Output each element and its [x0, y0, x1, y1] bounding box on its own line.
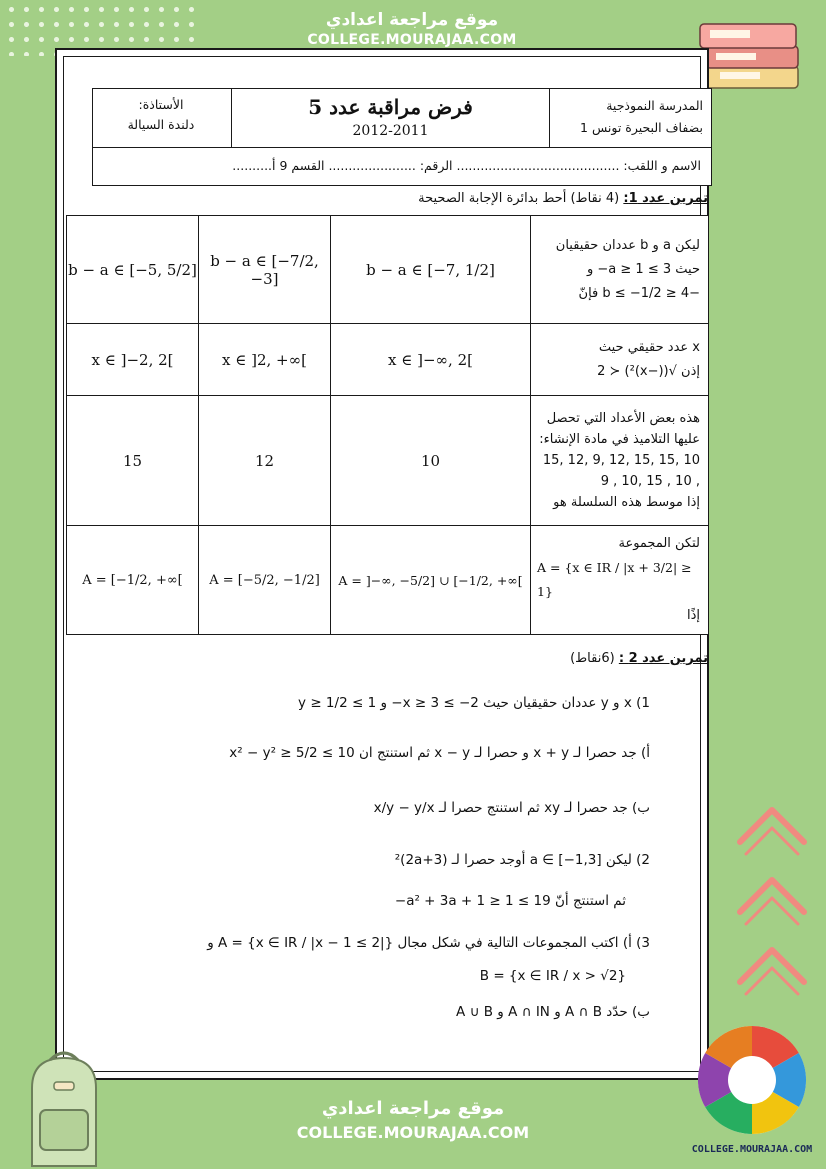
site-name-ar: موقع مراجعة اعدادي [325, 10, 499, 30]
question-line: لتكن المجموعة [618, 536, 700, 551]
exercise2-title: تمرين عدد 2 : [618, 651, 708, 666]
exam-header [92, 88, 712, 186]
exam-title: فرض مراقبة عدد 5 [308, 95, 473, 119]
exercise2-item: 1) x و y عددان حقيقيان حيث 2− ≥ x ≥ 3− و 1 ≥ y ≥ 1/2 [298, 695, 650, 711]
books-stack-icon [696, 8, 806, 94]
answer-option[interactable]: x ∈ ]−∞, 2[ [331, 324, 531, 396]
student-info-line: الاسم و اللقب: ......................................... الرقم: ...................... القسم 9 أ.......... [93, 147, 711, 187]
school-year: 2012-2011 [352, 123, 429, 139]
teacher-cell [91, 89, 231, 147]
exercise2-points: (6نقاط) [570, 651, 615, 666]
question-cell [531, 396, 709, 526]
table-row [67, 526, 709, 635]
site-logo[interactable] [688, 1022, 816, 1156]
logo-wheel-icon [688, 1022, 816, 1138]
site-banner-bottom[interactable] [268, 1082, 558, 1156]
exercise1-heading [418, 191, 708, 206]
answer-option[interactable]: A = ]−∞, −5/2] ∪ [−1/2, +∞[ [331, 526, 531, 635]
chevron-up-icon [730, 862, 814, 932]
site-url-bottom[interactable]: COLLEGE.MOURAJAA.COM [296, 1123, 530, 1142]
school-name: المدرسة النموذجية [606, 98, 703, 113]
question-cell [531, 526, 709, 635]
mcq-table [66, 215, 709, 635]
answer-option[interactable]: 10 [331, 396, 531, 526]
question-line: ليكن a و b عددان حقيقيان [555, 237, 700, 253]
school-cell [549, 89, 711, 147]
question-line: إذا موسط هذه السلسلة هو [553, 495, 700, 510]
exercise2-heading [570, 651, 708, 666]
question-line: 15, 12, 9, 12, 15, 15, 10 [542, 453, 700, 468]
chevron-up-icon [730, 932, 814, 1002]
table-row [67, 324, 709, 396]
question-line: إذن √((−x)²) ≺ 2 [597, 363, 700, 379]
teacher-label: الأستاذة: [138, 97, 184, 112]
exercise2-item: ثم استنتج أنّ 19 ≥ a² + 3a + 1 ≥ 1− [394, 893, 626, 909]
site-name-ar-bottom: موقع مراجعة اعدادي [321, 1098, 505, 1119]
exercise2-item: ب) حدّد A ∩ B و A ∩ IN و A ∪ B [456, 1004, 650, 1020]
question-line: إذًا [686, 608, 700, 623]
exercise1-instruction: أحط بدائرة الإجابة الصحيحة [418, 191, 567, 206]
question-line: x عدد حقيقي حيث [598, 339, 700, 355]
answer-option[interactable]: A = [−1/2, +∞[ [67, 526, 199, 635]
backpack-icon [10, 1048, 118, 1169]
teacher-name: دلندة السيالة [127, 117, 195, 132]
question-cell [531, 324, 709, 396]
answer-option[interactable]: A = [−5/2, −1/2] [199, 526, 331, 635]
answer-option[interactable]: b − a ∈ [−7/2, −3] [199, 216, 331, 324]
answer-option[interactable]: b − a ∈ [−7, 1/2] [331, 216, 531, 324]
logo-caption: COLLEGE.MOURAJAA.COM [691, 1144, 813, 1155]
exercise1-points: (4 نقاط) [570, 191, 620, 206]
question-line: عليها التلاميذ في مادة الإنشاء: [539, 432, 700, 447]
answer-option[interactable]: x ∈ ]2, +∞[ [199, 324, 331, 396]
question-line: حيث 3 ≥ a ≥ 1− و [586, 261, 700, 277]
answer-option[interactable]: 12 [199, 396, 331, 526]
question-line: 9 , 10, 15 , 10 , [600, 474, 700, 489]
question-line: A = {x ∈ IR / |x + 3/2| ≥ 1} [537, 560, 692, 599]
question-line: هذه بعض الأعداد التي تحصل [546, 411, 700, 426]
question-line: −4 ≤ b ≤ −1/2 فإنّ [578, 285, 700, 301]
answer-option[interactable]: x ∈ ]−2, 2[ [67, 324, 199, 396]
school-location: بضفاف البحيرة تونس 1 [580, 120, 703, 135]
exercise2-item: B = {x ∈ IR / x > √2} [479, 968, 626, 984]
table-row [67, 216, 709, 324]
answer-option[interactable]: b − a ∈ [−5, 5/2] [67, 216, 199, 324]
exercise2-item: 2) ليكن a ∈ [−1,3] أوجد حصرا لـ (2a+3)² [394, 852, 650, 868]
title-cell [231, 89, 549, 147]
answer-option[interactable]: 15 [67, 396, 199, 526]
exercise2-item: أ) جد حصرا لـ x + y و حصرا لـ x − y ثم استنتج ان 10 ≥ x² − y² ≥ 5/2 [229, 745, 650, 761]
chevron-up-icon [730, 792, 814, 862]
site-url[interactable]: COLLEGE.MOURAJAA.COM [307, 32, 517, 48]
table-row [67, 396, 709, 526]
exercise1-title: تمرين عدد 1: [623, 191, 708, 206]
exercise2-item: ب) جد حصرا لـ xy ثم استنتج حصرا لـ x/y − y/x [373, 800, 650, 816]
exercise2-item: 3) أ) اكتب المجموعات التالية في شكل مجال A = {x ∈ IR / |x − 1 ≤ 2|} و [207, 935, 650, 951]
question-cell [531, 216, 709, 324]
